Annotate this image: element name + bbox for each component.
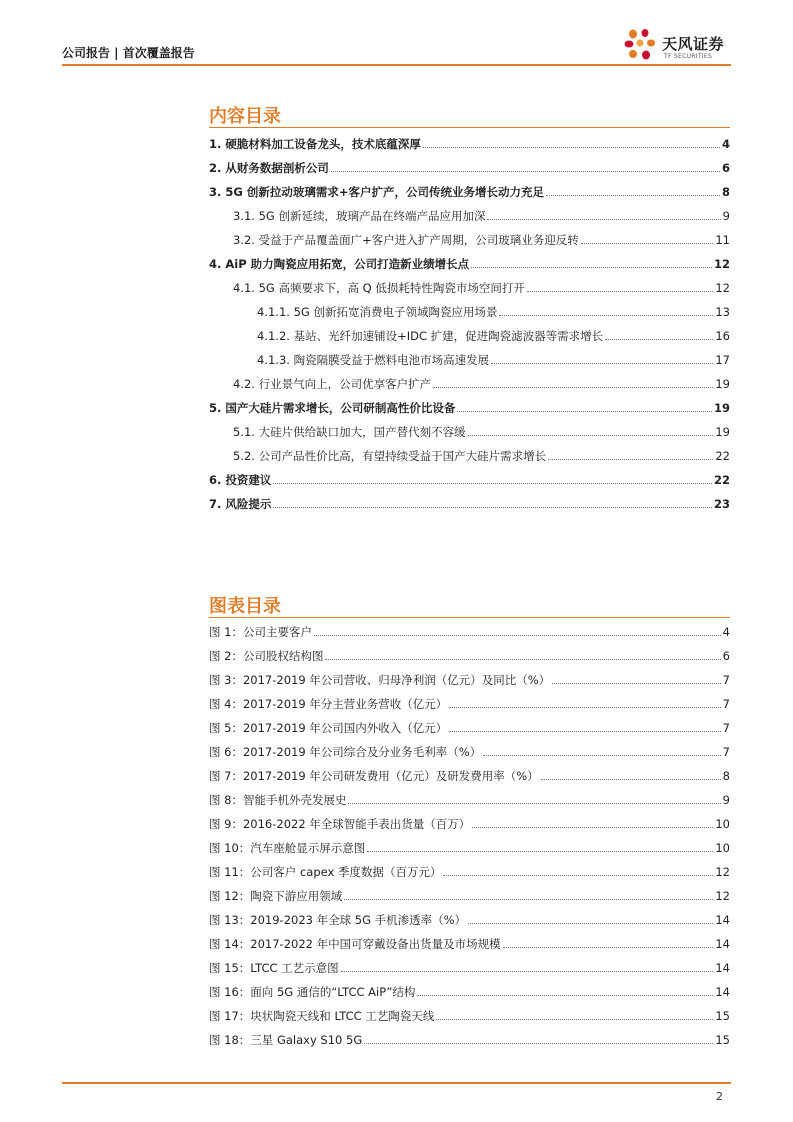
flower-logo-icon [624, 28, 656, 62]
figure-entry-title: 图 9：2016-2022 年全球智能手表出货量（百万） [209, 817, 471, 831]
dot-leader [548, 459, 713, 460]
toc-entry-title: 4.1. 5G 高频要求下，高 Q 低损耗特性陶瓷市场空间打开 [233, 281, 525, 295]
dot-leader [541, 779, 721, 780]
figure-entry[interactable] [209, 815, 730, 831]
toc-entry[interactable] [233, 447, 730, 463]
header-divider [62, 64, 731, 66]
dot-leader [527, 291, 714, 292]
figure-entry-page: 9 [722, 793, 730, 807]
dot-leader [503, 947, 714, 948]
toc-entry-page: 6 [721, 161, 730, 175]
toc-entry[interactable] [209, 495, 730, 511]
dot-leader [325, 659, 720, 660]
toc-entry-page: 13 [715, 305, 730, 319]
dot-leader [499, 315, 713, 316]
figure-entry-title: 图 12：陶瓷下游应用领域 [209, 889, 343, 903]
dot-leader [546, 195, 720, 196]
figure-entry-title: 图 2：公司股权结构图 [209, 649, 324, 663]
figure-entry-page: 7 [722, 745, 730, 759]
toc-entry-page: 23 [713, 497, 730, 511]
toc-entry[interactable] [257, 327, 730, 343]
toc-entry[interactable] [257, 303, 730, 319]
toc-entry[interactable] [233, 375, 730, 391]
dot-leader [423, 147, 720, 148]
dot-leader [314, 635, 721, 636]
dot-leader [367, 851, 713, 852]
figure-entry[interactable] [209, 623, 730, 639]
dot-leader [341, 971, 714, 972]
toc-entry-page: 12 [715, 281, 730, 295]
logo-chinese-name: 天风证券 [662, 35, 725, 53]
toc-entry[interactable] [257, 351, 730, 367]
toc-entry[interactable] [209, 255, 730, 271]
figure-entry-page: 12 [715, 889, 730, 903]
toc-entry-page: 16 [715, 329, 730, 343]
toc-entry[interactable] [233, 279, 730, 295]
dot-leader [487, 219, 720, 220]
figure-entry-title: 图 18：三星 Galaxy S10 5G [209, 1033, 363, 1047]
toc-entry[interactable] [209, 183, 730, 199]
figure-entry-title: 图 13：2019-2023 年全球 5G 手机渗透率（%） [209, 913, 467, 927]
figure-entry[interactable] [209, 1031, 730, 1047]
figure-entry-title: 图 5：2017-2019 年公司国内外收入（亿元） [209, 721, 448, 735]
figure-entry-title: 图 6：2017-2019 年公司综合及分业务毛利率（%） [209, 745, 482, 759]
toc-entry-title: 7. 风险提示 [209, 497, 272, 511]
figure-entry-title: 图 16：面向 5G 通信的“LTCC AiP”结构 [209, 985, 416, 999]
figure-entry-title: 图 10：汽车座舱显示屏示意图 [209, 841, 366, 855]
figure-entry-title: 图 14：2017-2022 年中国可穿戴设备出货量及市场规模 [209, 937, 501, 951]
figure-entry[interactable] [209, 863, 730, 879]
toc-entry-page: 8 [721, 185, 730, 199]
toc-entry-title: 6. 投资建议 [209, 473, 272, 487]
figures-title-rule [209, 617, 730, 618]
report-type-label: 公司报告 | 首次覆盖报告 [62, 46, 195, 60]
dot-leader [449, 731, 720, 732]
figure-entry[interactable] [209, 911, 730, 927]
dot-leader [552, 683, 720, 684]
toc-entry-page: 22 [713, 473, 730, 487]
figure-entry-title: 图 3：2017-2019 年公司营收、归母净利润（亿元）及同比（%） [209, 673, 551, 687]
page-number: 2 [716, 1090, 723, 1103]
dot-leader [483, 755, 720, 756]
toc-entry-page: 19 [713, 401, 730, 415]
dot-leader [581, 243, 714, 244]
figure-entry-page: 12 [715, 865, 730, 879]
toc-entry-page: 9 [722, 209, 730, 223]
toc-entry-title: 5.1. 大硅片供给缺口加大，国产替代刻不容缓 [233, 425, 466, 439]
toc-entry-page: 11 [715, 233, 730, 247]
figure-entry-page: 14 [715, 937, 730, 951]
dot-leader [436, 1019, 713, 1020]
dot-leader [273, 507, 712, 508]
toc-entry[interactable] [233, 207, 730, 223]
figure-entry[interactable] [209, 1007, 730, 1023]
figure-entry[interactable] [209, 983, 730, 999]
figure-entry[interactable] [209, 647, 730, 663]
figure-entry-title: 图 17：块状陶瓷天线和 LTCC 工艺陶瓷天线 [209, 1009, 435, 1023]
dot-leader [457, 411, 712, 412]
figure-entry-title: 图 8：智能手机外壳发展史 [209, 793, 347, 807]
dot-leader [364, 1043, 713, 1044]
toc-entry-title: 1. 硬脆材料加工设备龙头，技术底蕴深厚 [209, 137, 421, 151]
figures-title: 图表目录 [209, 596, 281, 617]
company-logo [624, 28, 734, 64]
footer-divider [62, 1082, 731, 1084]
contents-title: 内容目录 [209, 106, 281, 127]
toc-entry[interactable] [209, 135, 730, 151]
toc-entry-title: 4.1.1. 5G 创新拓宽消费电子领域陶瓷应用场景 [257, 305, 498, 319]
figure-entry[interactable] [209, 959, 730, 975]
figure-entry-title: 图 4：2017-2019 年分主营业务营收（亿元） [209, 697, 448, 711]
toc-entry-page: 17 [715, 353, 730, 367]
figure-entry-page: 15 [715, 1033, 730, 1047]
figure-entry[interactable] [209, 767, 730, 783]
toc-entry[interactable] [209, 159, 730, 175]
figure-entry-page: 7 [722, 697, 730, 711]
toc-entry-title: 4. AiP 助力陶瓷应用拓宽，公司打造新业绩增长点 [209, 257, 470, 271]
toc-entry-title: 5.2. 公司产品性价比高，有望持续受益于国产大硅片需求增长 [233, 449, 547, 463]
toc-entry-page: 19 [715, 377, 730, 391]
toc-entry-title: 4.1.3. 陶瓷隔膜受益于燃料电池市场高速发展 [257, 353, 490, 367]
figure-entry[interactable] [209, 743, 730, 759]
dot-leader [443, 875, 713, 876]
toc-entry-title: 4.1.2. 基站、光纤加速铺设+IDC 扩建，促进陶瓷滤波器等需求增长 [257, 329, 604, 343]
figure-entry-title: 图 11：公司客户 capex 季度数据（百万元） [209, 865, 442, 879]
dot-leader [344, 899, 713, 900]
figure-entry[interactable] [209, 839, 730, 855]
dot-leader [472, 827, 713, 828]
dot-leader [331, 171, 720, 172]
dot-leader [433, 387, 713, 388]
figure-entry-page: 10 [715, 841, 730, 855]
toc-entry-title: 3.2. 受益于产品覆盖面广+客户进入扩产周期，公司玻璃业务迎反转 [233, 233, 579, 247]
figure-entry-title: 图 1：公司主要客户 [209, 625, 312, 639]
toc-entry-title: 4.2. 行业景气向上，公司优享客户扩产 [233, 377, 432, 391]
figure-entry-page: 6 [722, 649, 730, 663]
figure-entry-page: 7 [722, 673, 730, 687]
toc-entry-page: 22 [715, 449, 730, 463]
toc-entry[interactable] [233, 231, 730, 247]
figure-entry-title: 图 15：LTCC 工艺示意图 [209, 961, 339, 975]
figure-entry-page: 14 [715, 961, 730, 975]
figure-entry[interactable] [209, 791, 730, 807]
figure-entry-page: 15 [715, 1009, 730, 1023]
dot-leader [491, 363, 713, 364]
figure-entry-page: 4 [722, 625, 730, 639]
toc-entry[interactable] [209, 399, 730, 415]
toc-entry-title: 2. 从财务数据剖析公司 [209, 161, 329, 175]
dot-leader [468, 923, 713, 924]
dot-leader [348, 803, 720, 804]
figure-entry-page: 14 [715, 985, 730, 999]
dot-leader [605, 339, 713, 340]
figure-entry[interactable] [209, 887, 730, 903]
toc-entry-title: 3. 5G 创新拉动玻璃需求+客户扩产，公司传统业务增长动力充足 [209, 185, 544, 199]
figure-entry[interactable] [209, 695, 730, 711]
toc-entry[interactable] [233, 423, 730, 439]
toc-entry-page: 4 [721, 137, 730, 151]
figure-entry-page: 10 [715, 817, 730, 831]
figure-entry-title: 图 7：2017-2019 年公司研发费用（亿元）及研发费用率（%） [209, 769, 539, 783]
figure-entry[interactable] [209, 719, 730, 735]
figure-entry[interactable] [209, 671, 730, 687]
dot-leader [449, 707, 720, 708]
figure-entry-page: 7 [722, 721, 730, 735]
dot-leader [471, 267, 712, 268]
toc-entry-page: 12 [713, 257, 730, 271]
logo-english-name: TF SECURITIES [664, 53, 713, 60]
contents-title-rule [209, 127, 730, 128]
figure-entry-page: 14 [715, 913, 730, 927]
toc-entry-page: 19 [715, 425, 730, 439]
figure-entry-page: 8 [722, 769, 730, 783]
toc-entry-title: 3.1. 5G 创新延续，玻璃产品在终端产品应用加深 [233, 209, 486, 223]
toc-entry-title: 5. 国产大硅片需求增长，公司研制高性价比设备 [209, 401, 456, 415]
figure-entry[interactable] [209, 935, 730, 951]
toc-entry[interactable] [209, 471, 730, 487]
dot-leader [273, 483, 712, 484]
dot-leader [417, 995, 713, 996]
dot-leader [468, 435, 714, 436]
